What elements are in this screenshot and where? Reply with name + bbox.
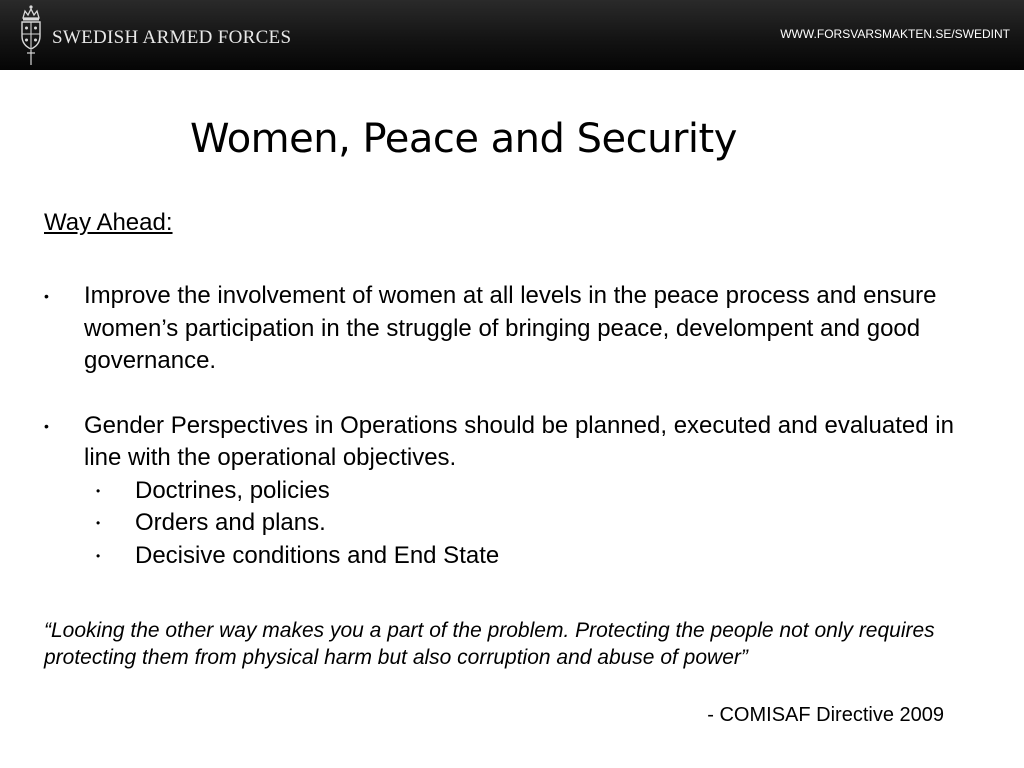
bullet-item (44, 410, 964, 475)
quote-text: “Looking the other way makes you a part of the problem. Protecting the people not only requires protecting them from physical harm but also corruption and abuse of power” (44, 619, 935, 669)
slide-header (0, 0, 1024, 70)
bullet-text: Improve the involvement of women at all levels in the peace process and ensure women’s participation in the struggle of bringing peace, develompent and good governance. (84, 282, 937, 374)
bullet-item (44, 280, 964, 378)
sub-bullet-text: Decisive conditions and End State (135, 541, 500, 569)
sub-bullet-list (44, 475, 964, 573)
sub-bullet-marker: • (96, 483, 101, 498)
bullet-text: Gender Perspectives in Operations should be planned, executed and evaluated in line with the operational objectives. (84, 411, 954, 471)
sub-bullet-item (44, 540, 964, 573)
sub-bullet-text: Doctrines, policies (135, 476, 330, 504)
sub-bullet-marker: • (96, 516, 101, 530)
sub-bullet-item (44, 475, 964, 508)
quote-attribution: - COMISAF Directive 2009 (707, 704, 944, 726)
crown-shield-icon (18, 4, 44, 66)
org-name: SWEDISH ARMED FORCES (52, 27, 292, 48)
slide-title: Women, Peace and Security (190, 116, 737, 162)
bullet-list (44, 280, 964, 572)
bullet-marker: • (44, 417, 49, 434)
sub-bullet-item (44, 507, 964, 540)
sub-bullet-marker: • (96, 548, 101, 563)
slide-subtitle: Way Ahead: (44, 209, 173, 236)
sub-bullet-text: Orders and plans. (135, 509, 326, 536)
site-url: WWW.FORSVARSMAKTEN.SE/SWEDINT (780, 27, 1010, 41)
bullet-marker: • (44, 288, 49, 304)
